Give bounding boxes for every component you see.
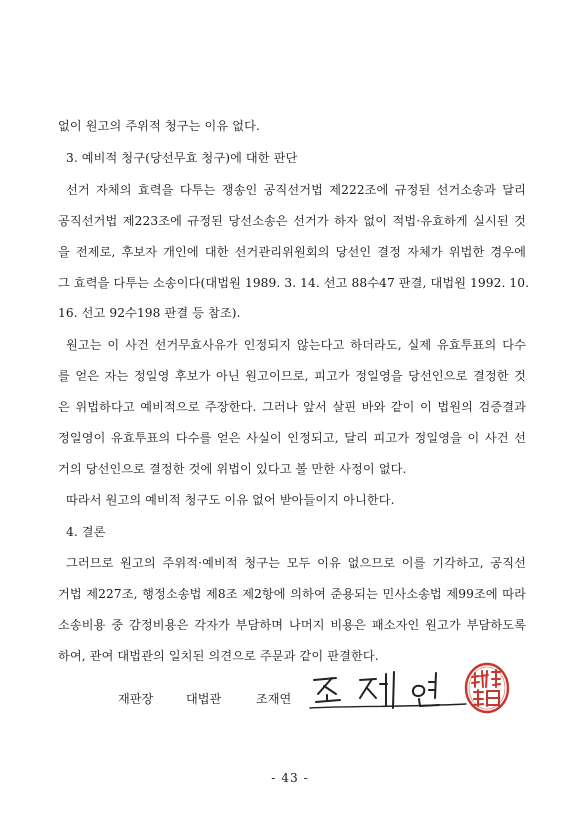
signature-title: 대법관 — [186, 692, 222, 706]
text-line: 그 효력을 다투는 소송이다(대법원 1989. 3. 14. 선고 88수47 판결, 대법원 1992. 10. — [58, 276, 530, 290]
handwritten-signature — [308, 668, 468, 712]
text-line: 원고는 이 사건 선거무효사유가 인정되지 않는다고 하더라도, 실제 유효투표의 다수 — [66, 338, 526, 352]
section-heading-conclusion: 4. 결론 — [66, 525, 106, 539]
text-line: 선거 자체의 효력을 다투는 쟁송인 공직선거법 제222조에 규정된 선거소송과 달리 — [66, 183, 526, 197]
section-heading-preliminary-claim: 3. 예비적 청구(당선무효 청구)에 대한 판단 — [66, 151, 298, 165]
text-line: 16. 선고 92수198 판결 등 참조). — [58, 306, 241, 320]
text-line: 공직선거법 제223조에 규정된 당선소송은 선거가 하자 없이 적법·유효하게 실시된 것 — [58, 214, 526, 228]
text-line: 소송비용 중 감정비용은 각자가 부담하며 나머지 비용은 패소자인 원고가 부담하도록 — [58, 618, 526, 632]
text-line: 없이 원고의 주위적 청구는 이유 없다. — [58, 119, 260, 133]
signature-role: 재판장 — [118, 692, 154, 706]
text-line: 거법 제227조, 행정소송법 제8조 제2항에 의하여 준용되는 민사소송법 제99조에 따라 — [58, 587, 526, 601]
page-number: - 43 - — [271, 771, 309, 785]
text-line: 그러므로 원고의 주위적·예비적 청구는 모두 이유 없으므로 이를 기각하고, 공직선 — [66, 556, 526, 570]
text-line: 은 위법하다고 예비적으로 주장한다. 그러나 앞서 살핀 바와 같이 이 법원의 검증결과 — [58, 400, 526, 414]
text-line: 을 전제로, 후보자 개인에 대한 선거관리위원회의 당선인 결정 자체가 위법한 경우에 — [58, 245, 526, 259]
text-line: 정일영이 유효투표의 다수를 얻은 사실이 인정되고, 달리 피고가 정일영을 이 사건 선 — [58, 431, 526, 445]
text-line: 를 얻은 자는 정일영 후보가 아닌 원고이므로, 피고가 정일영을 당선인으로 결정한 것 — [58, 369, 526, 383]
text-line: 하여, 관여 대법관의 일치된 의견으로 주문과 같이 판결한다. — [58, 649, 379, 663]
signature-printed-name: 조재연 — [256, 692, 292, 706]
official-seal-stamp — [463, 661, 511, 715]
text-line: 거의 당선인으로 결정한 것에 위법이 있다고 볼 만한 사정이 없다. — [58, 462, 407, 476]
text-line: 따라서 원고의 예비적 청구도 이유 없어 받아들이지 아니한다. — [66, 493, 395, 507]
